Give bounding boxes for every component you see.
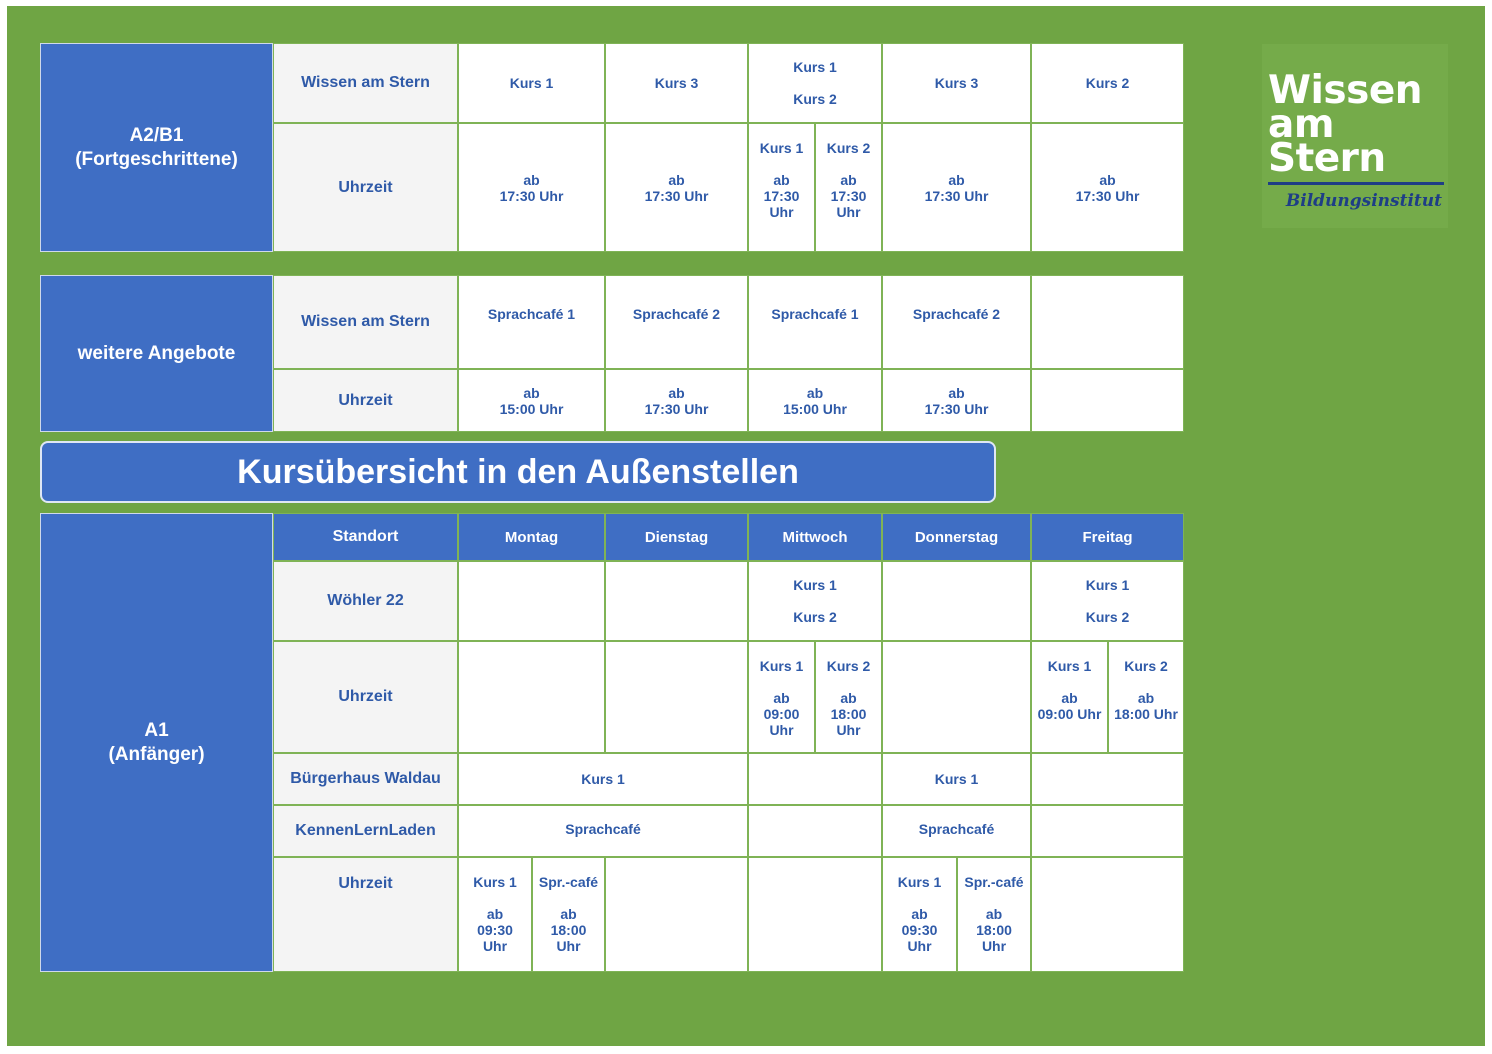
time-label: Uhrzeit [273,369,458,432]
course-cell-mon: Kurs 1 [458,753,748,805]
time-cell-wed: ab 15:00 Uhr [748,369,882,432]
time-text: ab 09:00 Uhr [1037,690,1102,722]
offer-cell-fri [1031,275,1184,369]
course-label: Kurs 2 [1124,658,1168,674]
time-cell-tue: ab 17:30 Uhr [605,369,748,432]
time-cell-mon: ab 17:30 Uhr [458,123,605,252]
time-cell-fri-1 [1031,641,1108,753]
time-cell-wed-2 [815,123,882,252]
time-text: ab 18:00 Uhr [830,690,867,738]
time-label: Uhrzeit [273,641,458,753]
time-cell-mon: ab 15:00 Uhr [458,369,605,432]
header-standort: Standort [273,513,458,561]
course-label: Spr.-café [964,874,1024,890]
offer-cell-tue: Sprachcafé 2 [605,275,748,369]
course-label: Kurs 2 [826,658,871,674]
course-label: Kurs 2 [793,91,837,107]
time-text: ab 09:00 Uhr [763,690,800,738]
level-a1-label: A1 (Anfänger) [40,513,273,972]
empty-cell [882,641,1031,753]
section-title: Kursübersicht in den Außenstellen [40,441,996,503]
time-cell-wed-1 [748,641,815,753]
empty-cell [748,805,882,857]
empty-cell [882,561,1031,641]
time-text: ab 09:30 Uhr [477,906,513,954]
time-cell-fri: ab 17:30 Uhr [1031,123,1184,252]
header-dienstag: Dienstag [605,513,748,561]
level-a2b1-label: A2/B1 (Fortgeschrittene) [40,43,273,252]
course-label: Kurs 1 [1085,577,1130,593]
location-wissen-am-stern: Wissen am Stern [273,275,458,369]
offer-cell-mon: Sprachcafé [458,805,748,857]
wissen-am-stern-logo [1262,44,1448,228]
course-label: Kurs 2 [826,140,871,156]
course-cell-wed [748,43,882,123]
location-buergerhaus-waldau: Bürgerhaus Waldau [273,753,458,805]
course-cell-mon: Kurs 1 [458,43,605,123]
time-text: ab 18:00 Uhr [550,906,587,954]
header-freitag: Freitag [1031,513,1184,561]
logo-underline [1268,182,1444,185]
offer-cell-mon: Sprachcafé 1 [458,275,605,369]
time-label: Uhrzeit [273,123,458,252]
time-cell-tue: ab 17:30 Uhr [605,123,748,252]
offer-cell-thu: Sprachcafé 2 [882,275,1031,369]
time-cell-fri [1031,369,1184,432]
empty-cell [605,561,748,641]
course-cell-fri: Kurs 2 [1031,43,1184,123]
course-cell-thu: Kurs 1 [882,753,1031,805]
time-text: ab 09:30 Uhr [901,906,938,954]
time-cell-wed-2 [815,641,882,753]
logo-line-1: Wissen [1268,68,1423,113]
course-cell-thu: Kurs 3 [882,43,1031,123]
course-label: Kurs 1 [897,874,942,890]
empty-cell [458,561,605,641]
header-montag: Montag [458,513,605,561]
course-label: Kurs 1 [759,140,804,156]
time-text: ab 18:00 Uhr [1114,690,1178,722]
course-label: Kurs 2 [793,609,837,625]
time-cell-wed-1 [748,123,815,252]
time-cell-fri-2 [1108,641,1184,753]
empty-cell [1031,805,1184,857]
course-label: Kurs 1 [759,658,804,674]
time-text: ab 17:30 Uhr [763,172,800,220]
empty-cell [458,641,605,753]
time-cell-mon-2 [532,857,605,972]
course-cell-wed [748,561,882,641]
course-label: Spr.-café [538,874,599,890]
time-cell-thu-1 [882,857,957,972]
offer-cell-thu: Sprachcafé [882,805,1031,857]
offer-cell-wed: Sprachcafé 1 [748,275,882,369]
time-cell-thu: ab 17:30 Uhr [882,123,1031,252]
logo-line-2: am Stern [1268,102,1386,181]
empty-cell [748,857,882,972]
empty-cell [605,857,748,972]
course-cell-tue: Kurs 3 [605,43,748,123]
empty-cell [1031,857,1184,972]
time-cell-thu-2 [957,857,1031,972]
course-label: Kurs 1 [793,577,837,593]
empty-cell [748,753,882,805]
header-donnerstag: Donnerstag [882,513,1031,561]
course-label: Kurs 1 [1047,658,1092,674]
header-mittwoch: Mittwoch [748,513,882,561]
logo-subtitle: Bildungsinstitut [1285,191,1442,211]
course-label: Kurs 2 [1085,609,1130,625]
course-label: Kurs 1 [793,59,837,75]
time-cell-mon-1 [458,857,532,972]
location-kennenlernladen: KennenLernLaden [273,805,458,857]
empty-cell [605,641,748,753]
time-cell-thu: ab 17:30 Uhr [882,369,1031,432]
time-label: Uhrzeit [273,857,458,972]
course-label: Kurs 1 [473,874,517,890]
location-woehler-22: Wöhler 22 [273,561,458,641]
empty-cell [1031,753,1184,805]
further-offers-label: weitere Angebote [40,275,273,432]
course-cell-fri [1031,561,1184,641]
time-text: ab 18:00 Uhr [976,906,1012,954]
time-text: ab 17:30 Uhr [830,172,867,220]
location-wissen-am-stern: Wissen am Stern [273,43,458,123]
